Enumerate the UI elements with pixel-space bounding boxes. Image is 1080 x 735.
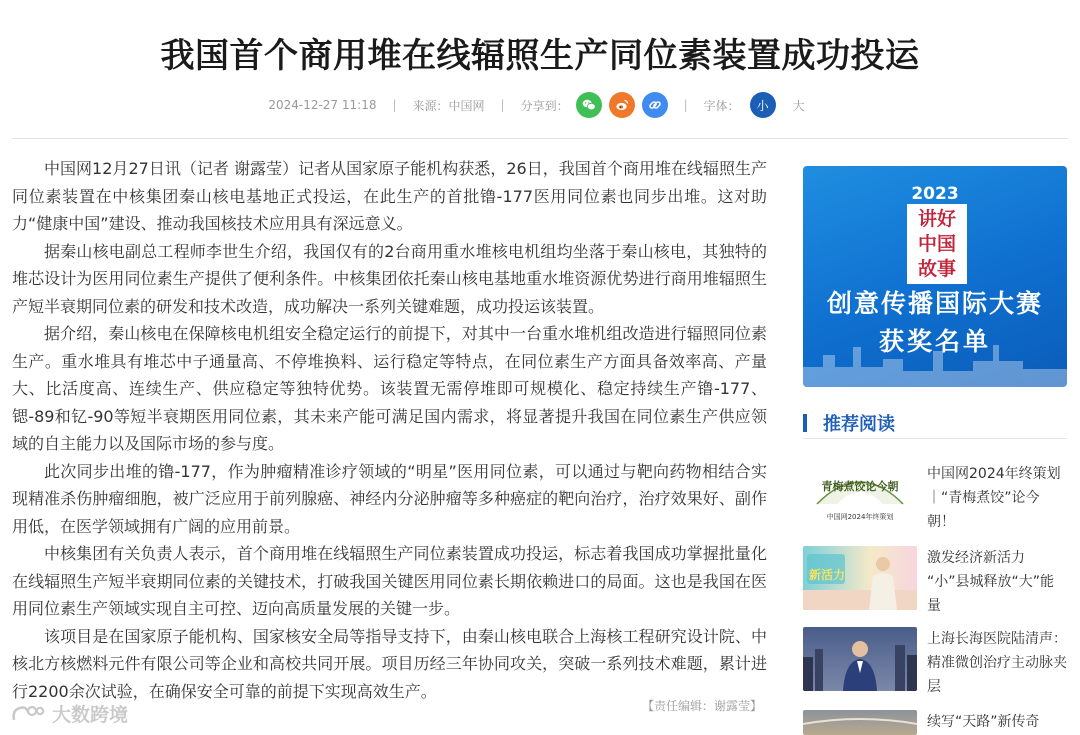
rec-item[interactable] [803,710,1067,735]
rec-thumbnail[interactable] [803,462,917,526]
weibo-share-icon[interactable] [609,92,635,118]
story-char: 故 [917,258,937,281]
article-paragraph: 该项目是在国家原子能机构、国家核安全局等指导支持下，由秦山核电联合上海核工程研究设计院、中核北方核燃料元件有限公司等企业和高校共同开展。项目历经三年协同攻关，突破一系列技术难题，累计进行2200余次试验，在确保安全可靠的前提下实现高效生产。 [12,626,767,701]
article-body [12,155,767,705]
recommended-reading-title: 推荐阅读 [823,414,895,435]
rec-item-title[interactable]: 中国网2024年终策划｜“青梅煮饺”论今朝！ [927,466,1061,530]
article-paragraph: 据介绍，秦山核电在保障核电机组安全稳定运行的前提下，对其中一台重水堆机组改造进行辐照同位素生产。重水堆具有堆芯中子通量高、不停堆换料、运行稳定等特点，在同位素生产方面具备效率高、产量大、比活度高、连续生产、供应稳定等独特优势。该装置无需停堆即可规模化、稳定持续生产镥-177、锶-89和钇-90等短半衰期医用同位素，其未来产能可满足国内需求，将显著提升我国在同位素生产供应领域的自主能力以及国际市场的参与度。 [12,324,767,453]
banner-year: 2023 [911,184,959,204]
article-paragraph: 据秦山核电副总工程师李世生介绍，我国仅有的2台商用重水堆核电机组均坐落于秦山核电，其独特的堆芯设计为医用同位素生产提供了便利条件。中核集团依托秦山核电基地重水堆资源优势进行商用堆辐照生产短半衰期同位素的研发和技术改造，成功解决一系列关键难题，成功投运该装置。 [12,241,767,316]
wechat-share-icon[interactable] [576,92,602,118]
article-paragraph: 中国网12月27日讯（记者 谢露莹）记者从国家原子能机构获悉，26日，我国首个商用堆在线辐照生产同位素装置在中核集团秦山核电基地正式投运，在此生产的首批镥-177医用同位素也同步出堆。这对助力“健康中国”建设、推动我国核技术应用具有深远意义。 [12,159,767,233]
header-divider [12,138,1068,139]
story-char: 事 [937,258,957,281]
contest-banner[interactable] [803,166,1067,387]
recommended-reading-header [803,408,1067,439]
watermark-logo-icon [10,702,46,726]
watermark-text: 大数跨境 [52,704,129,726]
thumb-caption: 青梅煮饺论今朝 [821,480,899,493]
story-char: 国 [937,232,957,255]
article-paragraph: 中核集团有关负责人表示，首个商用堆在线辐照生产同位素装置成功投运，标志着我国成功掌握批量化在线辐照生产短半衰期同位素的关键技术，打破我国关键医用同位素长期依赖进口的局面。这也是我国在医用同位素生产领域实现自主可控、迈向高质量发展的关键一步。 [12,544,767,618]
banner-subheadline: 获奖名单 [878,327,991,356]
rec-item-title[interactable]: 续写“天路”新传奇 [927,714,1040,730]
article-paragraph: 此次同步出堆的镥-177，作为肿瘤精准诊疗领域的“明星”医用同位素，可以通过与靶向药物相结合实现精准杀伤肿瘤细胞，被广泛应用于前列腺癌、神经内分泌肿瘤等多种癌症的靶向治疗，治疗效果好、副作用低，在医学领域拥有广阔的应用前景。 [12,461,767,536]
meta-divider: | [392,98,397,112]
rec-thumbnail[interactable] [803,546,917,610]
rec-item[interactable] [803,546,1067,618]
banner-headline: 创意传播国际大赛 [826,289,1043,318]
thumb-caption: 新活力 [809,568,846,582]
font-size-label: 字体： [703,98,740,113]
watermark [10,700,128,727]
font-small-button[interactable]: 小 [750,92,776,118]
story-char: 好 [937,207,957,230]
story-char: 中 [917,232,937,255]
banner-story-seal [907,204,967,284]
rec-item[interactable] [803,627,1067,699]
meta-divider: | [500,98,505,112]
copy-link-icon[interactable] [642,92,668,118]
section-accent-bar [803,414,807,432]
rec-item-title[interactable]: 上海长海医院陆清声：精准微创治疗主动脉夹层 [927,631,1067,695]
rec-item-title[interactable]: 激发经济新活力 “小”县城释放“大”能量 [927,550,1055,614]
font-big-button[interactable]: 大 [792,98,805,113]
article-title: 我国首个商用堆在线辐照生产同位素装置成功投运 [160,36,920,76]
rec-thumbnail[interactable] [803,710,917,735]
thumb-subcaption: 中国网2024年终策划 [826,513,894,521]
rec-thumbnail[interactable] [803,627,917,691]
responsible-editor: 【责任编辑：谢露莹】 [641,699,762,713]
share-label: 分享到： [520,98,569,113]
publish-date: 2024-12-27 11:18 [268,98,377,112]
article-meta [0,90,1080,120]
meta-divider: | [683,98,688,112]
rec-item[interactable] [803,462,1067,534]
article-source: 来源：中国网 [412,98,485,113]
story-char: 讲 [917,207,937,230]
